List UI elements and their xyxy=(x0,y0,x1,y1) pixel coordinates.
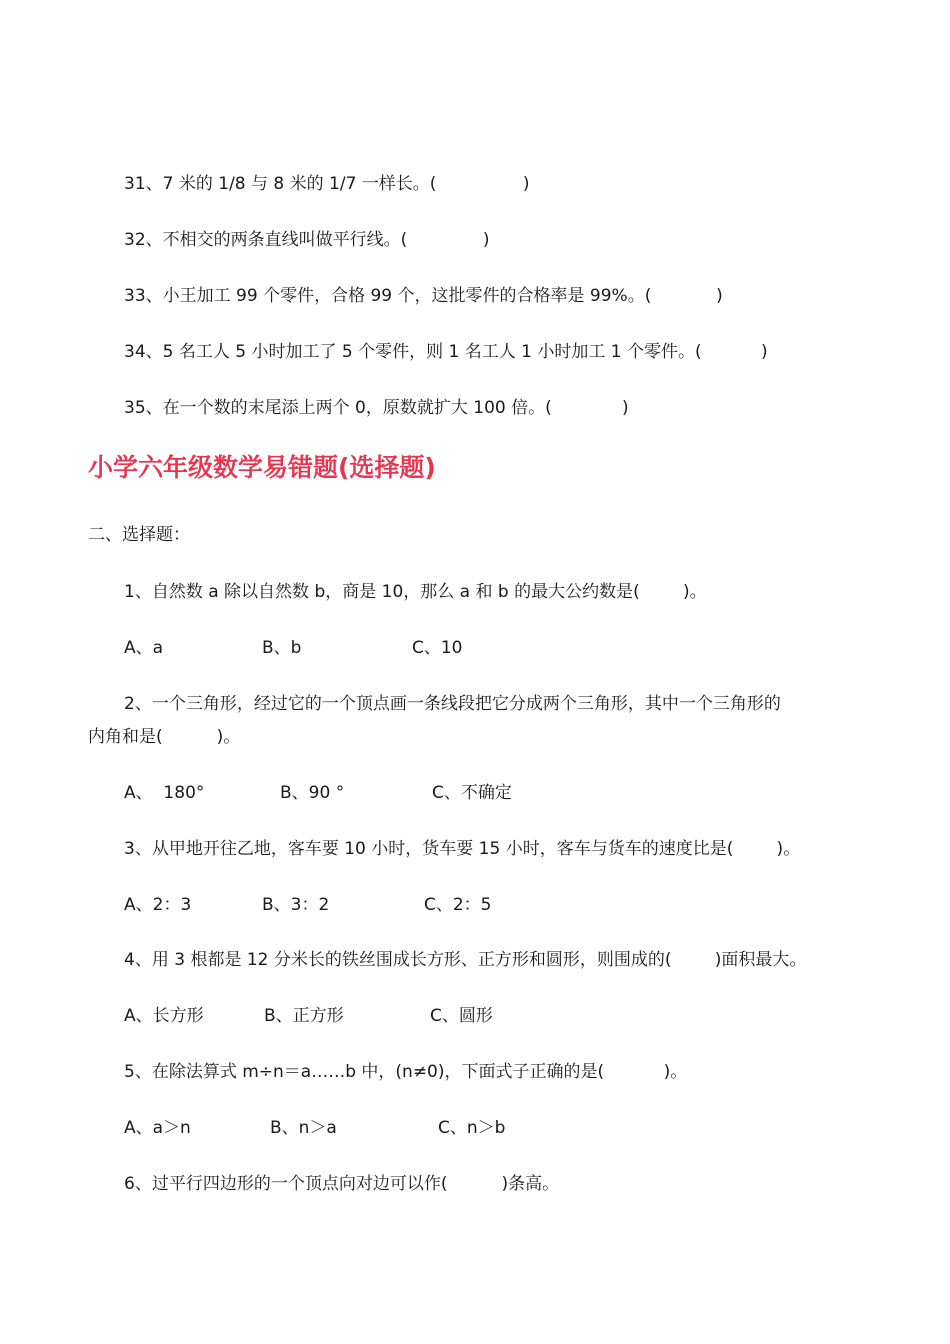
question-1-option-b: B、b xyxy=(262,638,302,658)
judgement-item-31: 31、7 米的 1/8 与 8 米的 1/7 一样长。( ) xyxy=(124,174,530,194)
question-2-stem: 2、一个三角形，经过它的一个顶点画一条线段把它分成两个三角形，其中一个三角形的 xyxy=(124,694,781,714)
question-1-option-c: C、10 xyxy=(412,638,463,658)
question-1-option-a: A、a xyxy=(124,638,164,658)
judgement-item-33: 33、小王加工 99 个零件，合格 99 个，这批零件的合格率是 99%。( ) xyxy=(124,286,723,306)
section-heading: 小学六年级数学易错题(选择题) xyxy=(88,453,436,482)
question-4-option-a: A、长方形 xyxy=(124,1006,204,1026)
question-4-option-c: C、圆形 xyxy=(430,1006,493,1026)
question-3-option-a: A、2：3 xyxy=(124,895,192,915)
question-2-option-c: C、不确定 xyxy=(432,783,512,803)
judgement-item-32: 32、不相交的两条直线叫做平行线。( ) xyxy=(124,230,490,250)
judgement-item-34: 34、5 名工人 5 小时加工了 5 个零件，则 1 名工人 1 小时加工 1 个零件。( ) xyxy=(124,342,768,362)
question-2-option-b: B、90 ° xyxy=(280,783,345,803)
question-5-option-b: B、n＞a xyxy=(270,1118,337,1138)
judgement-item-35: 35、在一个数的末尾添上两个 0，原数就扩大 100 倍。( ) xyxy=(124,398,629,418)
question-2-stem-continued: 内角和是( )。 xyxy=(88,727,241,747)
question-1-stem: 1、自然数 a 除以自然数 b，商是 10，那么 a 和 b 的最大公约数是( )。 xyxy=(124,582,707,602)
question-3-option-b: B、3：2 xyxy=(262,895,330,915)
question-2-option-a: A、 180° xyxy=(124,783,205,803)
question-3-option-c: C、2：5 xyxy=(424,895,492,915)
question-5-option-c: C、n＞b xyxy=(438,1118,506,1138)
question-4-option-b: B、正方形 xyxy=(264,1006,344,1026)
section-label: 二、选择题： xyxy=(88,525,190,545)
question-6-stem: 6、过平行四边形的一个顶点向对边可以作( )条高。 xyxy=(124,1174,560,1194)
question-5-stem: 5、在除法算式 m÷n＝a……b 中，(n≠0)，下面式子正确的是( )。 xyxy=(124,1062,688,1082)
question-5-option-a: A、a＞n xyxy=(124,1118,191,1138)
question-3-stem: 3、从甲地开往乙地，客车要 10 小时，货车要 15 小时，客车与货车的速度比是( )。 xyxy=(124,839,801,859)
question-4-stem: 4、用 3 根都是 12 分米长的铁丝围成长方形、正方形和圆形，则围成的( )面积最大。 xyxy=(124,950,807,970)
